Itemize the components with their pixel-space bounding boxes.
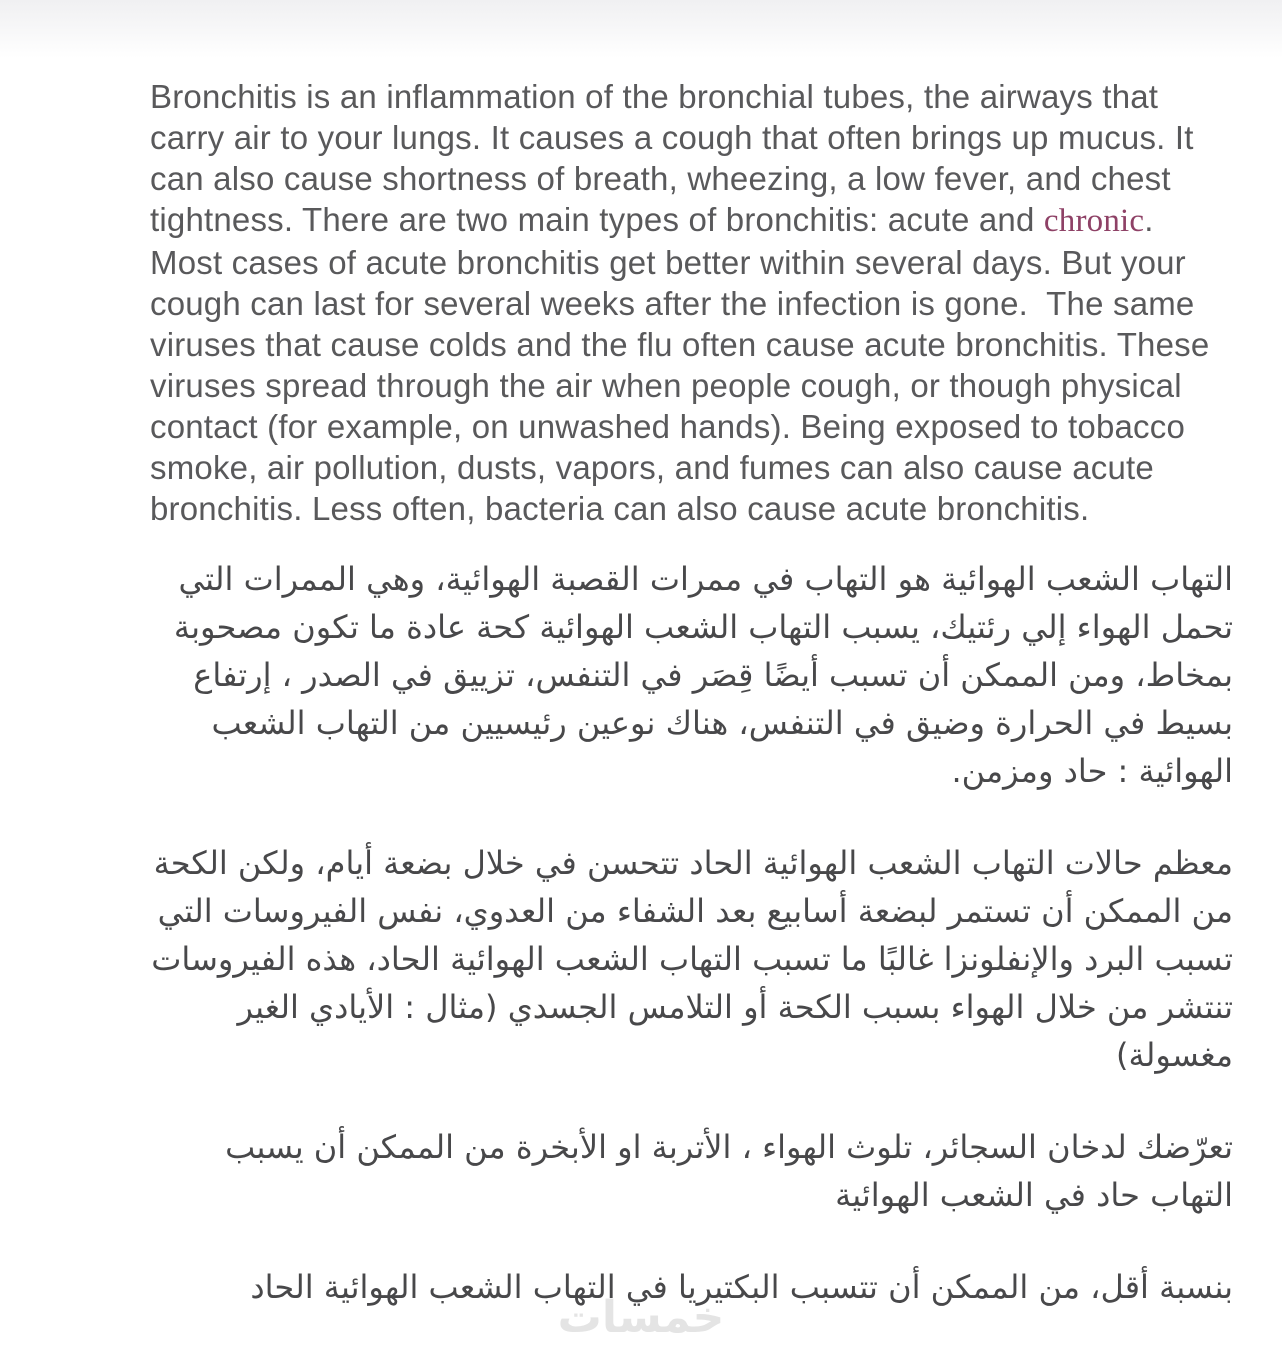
arabic-paragraph-3: تعرّضك لدخان السجائر، تلوث الهواء ، الأتربة او الأبخرة من الممكن أن يسبب التهاب حاد في الشعب الهوائية — [225, 1128, 1233, 1214]
english-paragraph-1-text: Bronchitis is an inflammation of the bronchial tubes, the airways that carry air to your lungs. It causes a cough that often brings up mucus. It can also cause shortness of breath, wheezing, a low fever, and chest tightness. There are two main types of bronchitis: acute and — [150, 78, 1204, 238]
arabic-text-block — [150, 555, 1233, 1311]
content-area — [150, 0, 1233, 1311]
english-paragraph-2: Most cases of acute bronchitis get better within several days. But your cough can last for several weeks after the infection is gone. The same viruses that cause colds and the flu often cause acute bronchitis. These viruses spread through the air when people cough, or though physical contact (for example, on unwashed hands). Being exposed to tobacco smoke, air pollution, dusts, vapors, and fumes can also cause acute bronchitis. Less often, bacteria can also cause acute bronchitis. — [150, 244, 1219, 527]
arabic-paragraph-2: معظم حالات التهاب الشعب الهوائية الحاد تتحسن في خلال بضعة أيام، ولكن الكحة من الممكن أن تستمر لبضعة أسابيع بعد الشفاء من العدوي، نفس الفيروسات التي تسبب البرد والإنفلونزا غالبًا ما تسبب التهاب الشعب الهوائية الحاد، هذه الفيروسات تنتشر من خلال الهواء بسبب الكحة أو التلامس الجسدي (مثال : الأيادي الغير مغسولة) — [151, 844, 1233, 1074]
arabic-paragraph-4: بنسبة أقل، من الممكن أن تتسبب البكتيريا في التهاب الشعب الهوائية الحاد — [250, 1268, 1233, 1306]
english-paragraph-1-period: . — [1144, 201, 1154, 238]
english-text-block — [150, 76, 1233, 529]
chronic-link[interactable]: chronic — [1043, 203, 1145, 239]
khamsat-watermark: خمسات — [557, 1292, 725, 1343]
arabic-paragraph-1: التهاب الشعب الهوائية هو التهاب في ممرات القصبة الهوائية، وهي الممرات التي تحمل الهواء إلي رئتيك، يسبب التهاب الشعب الهوائية كحة عادة ما تكون مصحوبة بمخاط، ومن الممكن أن تسبب أيضًا قِصَر في التنفس، تزييق في الصدر ، إرتفاع بسيط في الحرارة وضيق في التنفس، هناك نوعين رئيسيين من التهاب الشعب الهوائية : حاد ومزمن. — [173, 560, 1233, 790]
english-paragraph-1 — [150, 76, 1233, 242]
